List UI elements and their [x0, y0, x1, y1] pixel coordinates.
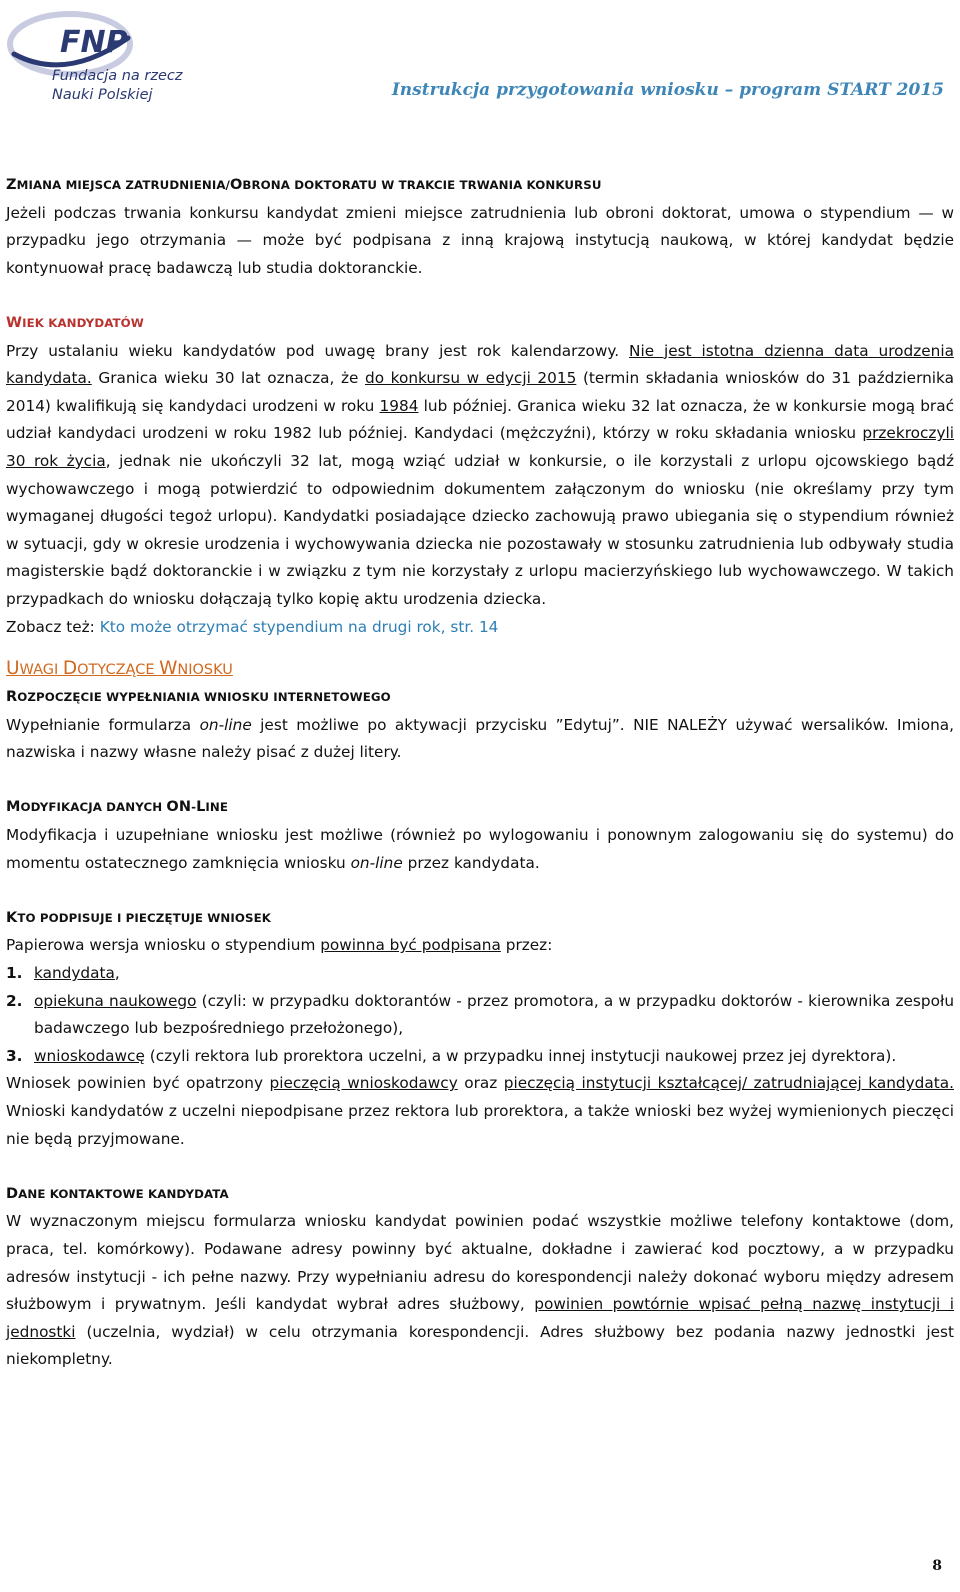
paragraph-stamps: Wniosek powinien być opatrzony pieczęcią wnioskodawcy oraz pieczęcią instytucji kształcącej/ zatrudniającej kandydata. Wnioski kandydatów z uczelni niepodpisane przez rektora lub prorektora, a także wnioski bez wyżej wymienionych pieczęci nie będą przyjmowane. [6, 1074, 954, 1148]
heading-candidate-age: WIEK KANDYDATÓW [6, 314, 144, 331]
heading-signatures: KTO PODPISUJE I PIECZĘTUJE WNIOSEK [6, 909, 271, 926]
signatories-list [6, 960, 954, 1070]
paragraph-contact-data: W wyznaczonym miejscu formularza wniosku kandydat powinien podać wszystkie możliwe telefony kontaktowe (dom, praca, tel. komórkowy). Podawane adresy powinny być aktualne, dokładne i zawierać kod pocztowy, a w przypadku adresów instytucji - ich pełne nazwy. Przy wypełnianiu adresu do korespondencji należy dokonać wyboru między adresem służbowym i prywatnym. Jeśli kandydat wybrał adres służbowy, powinien powtórnie wpisać pełną nazwę instytucji i jednostki (uczelnia, wydział) w celu otrzymania korespondencji. Adres służbowy bez podania nazwy jednostki jest niekompletny. [6, 1212, 955, 1369]
section-title-application-notes: UWAGI DOTYCZĄCE WNIOSKU [6, 658, 233, 680]
list-item: 1. kandydata, [6, 964, 120, 983]
heading-online-modification: MODYFIKACJA DANYCH ON-LINE [6, 799, 229, 816]
fnp-logo [6, 8, 196, 108]
org-name-line2: Nauki Polskiej [52, 87, 153, 103]
see-also-link[interactable]: Kto może otrzymać stypendium na drugi rok, str. 14 [99, 617, 499, 636]
paragraph-candidate-age: Przy ustalaniu wieku kandydatów pod uwagę brany jest rok kalendarzowy. Nie jest istotna dzienna data urodzenia kandydata. Granica wieku 30 lat oznacza, że do konkursu w edycji 2015 (termin składania wniosków do 31 października 2014) kwalifikują się kandydaci urodzeni w roku 1984 lub później. Granica wieku 32 lat oznacza, że w konkursie mogą brać udział kandydaci urodzeni w roku 1982 lub później. Kandydaci (mężczyźni), którzy w roku składania wniosku przekroczyli 30 rok życia, jednak nie ukończyli 32 lat, mogą wziąć udział w konkursie, o ile korzystali z urlopu ojcowskiego bądź wychowawczego i mogą potwierdzić to odpowiednim dokumentem załączonym do wniosku (nie określamy przy tym wymaganej długości tegoż urlopu). Kandydatki posiadające dziecko zachowują prawo ubiegania się o stypendium również w sytuacji, gdy w okresie urodzenia i wychowywania dziecka nie pozostawały w stosunku zatrudnienia lub odbywały studia magisterskie bądź doktoranckie i w związku z tym nie korzystały z urlopu macierzyńskiego lub wychowawczego. W takich przypadkach do wniosku dołączają tylko kopię aktu urodzenia dziecka. [6, 341, 955, 608]
heading-start-filling: ROZPOCZĘCIE WYPEŁNIANIA WNIOSKU INTERNETOWEGO [6, 689, 391, 706]
paragraph-start-filling: Wypełnianie formularza on-line jest możliwe po aktywacji przycisku ”Edytuj”. NIE NALEŻY używać wersalików. Imiona, nazwiska i nazwy własne należy pisać z dużej litery. [6, 715, 955, 762]
list-item: 3. wnioskodawcę (czyli rektora lub prorektora uczelni, a w przypadku innej instytucji naukowej przez jej dyrektora). [6, 1046, 897, 1065]
org-name [52, 67, 182, 105]
see-also: Zobacz też: Kto może otrzymać stypendium na drugi rok, str. 14 [6, 617, 499, 636]
paragraph-employment-change: Jeżeli podczas trwania konkursu kandydat zmieni miejsce zatrudnienia lub obroni doktorat, umowa o stypendium — w przypadku jego otrzymania — może być podpisana z inną krajową instytucją naukową, w której kandydat będzie kontynuował pracę badawczą lub studia doktoranckie. [6, 203, 954, 277]
org-name-line1: Fundacja na rzecz [52, 68, 183, 84]
logo-text: FNP [60, 25, 128, 60]
paragraph-signatures-intro: Papierowa wersja wniosku o stypendium powinna być podpisana przez: [6, 936, 553, 955]
paragraph-online-modification: Modyfikacja i uzupełniane wniosku jest możliwe (również po wylogowaniu i ponownym zalogowaniu się do systemu) do momentu ostatecznego zamknięcia wniosku on-line przez kandydata. [6, 826, 954, 872]
heading-employment-change: ZMIANA MIEJSCA ZATRUDNIENIA/OBRONA DOKTORATU W TRAKCIE TRWANIA KONKURSU [6, 177, 602, 193]
page-number: 8 [932, 1558, 942, 1574]
heading-contact-data: DANE KONTAKTOWE KANDYDATA [6, 1185, 229, 1202]
document-body [6, 172, 954, 1374]
document-title: Instrukcja przygotowania wniosku – program START 2015 [391, 80, 944, 100]
list-item: 2. opiekuna naukowego (czyli: w przypadku doktorantów - przez promotora, a w przypadku doktorów - kierownika zespołu badawczego lub bezpośredniego przełożonego), [6, 991, 955, 1038]
